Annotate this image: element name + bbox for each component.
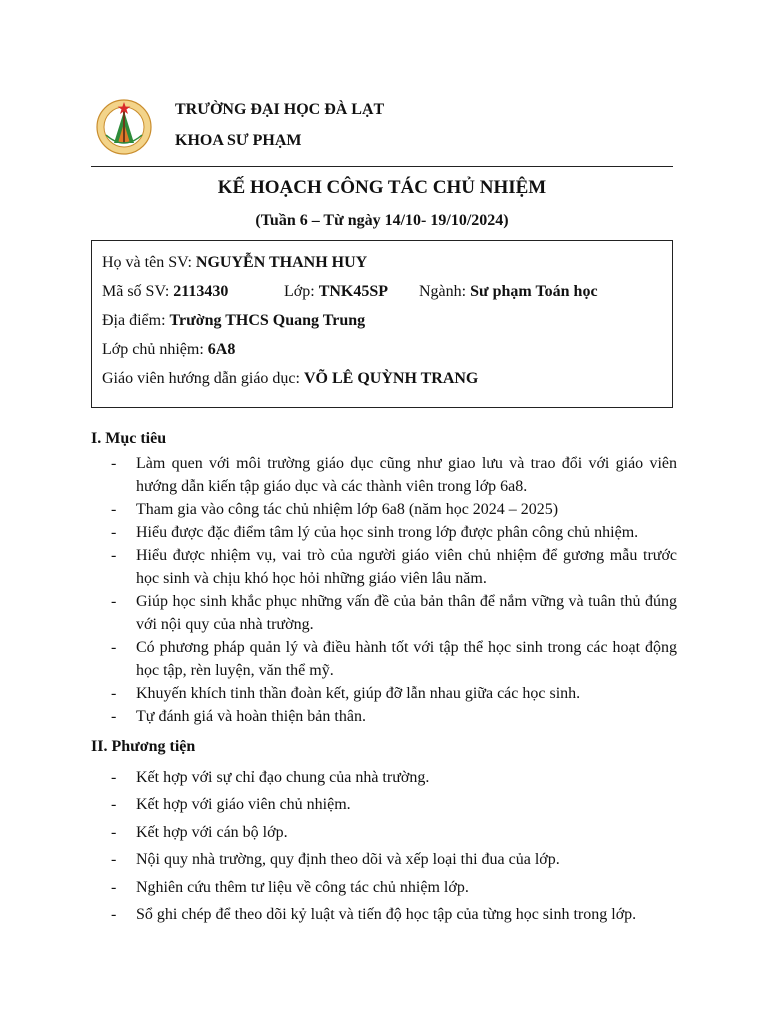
bullet-dash: - bbox=[111, 547, 117, 564]
list-item bbox=[91, 521, 677, 544]
bullet-dash: - bbox=[111, 455, 117, 472]
bullet-dash: - bbox=[111, 878, 117, 896]
list-item bbox=[91, 877, 677, 899]
bullet-dash: - bbox=[111, 593, 117, 610]
list-item-text: Tự đánh giá và hoàn thiện bản thân. bbox=[136, 708, 366, 725]
student-name-value: NGUYỄN THANH HUY bbox=[195, 254, 368, 271]
list-item bbox=[91, 498, 677, 521]
list-item-text: Khuyến khích tinh thần đoàn kết, giúp đỡ lẫn nhau giữa các học sinh. bbox=[136, 685, 581, 702]
student-id-line bbox=[102, 282, 662, 302]
class-field bbox=[284, 282, 388, 302]
bullet-dash: - bbox=[111, 501, 117, 518]
list-item bbox=[91, 767, 677, 789]
bullet-dash: - bbox=[111, 796, 117, 814]
header-divider bbox=[91, 166, 673, 167]
major-field bbox=[419, 282, 598, 302]
bullet-dash: - bbox=[111, 524, 117, 541]
major-label: Ngành: bbox=[419, 283, 471, 300]
list-item bbox=[91, 590, 677, 636]
list-item bbox=[91, 705, 677, 728]
location-value: Trường THCS Quang Trung bbox=[169, 312, 366, 329]
university-name: TRƯỜNG ĐẠI HỌC ĐÀ LẠT bbox=[175, 101, 385, 118]
bullet-dash: - bbox=[111, 851, 117, 869]
bullet-dash: - bbox=[111, 708, 117, 725]
student-name-line bbox=[102, 253, 367, 273]
class-label: Lớp: bbox=[284, 283, 319, 300]
university-seal-icon bbox=[96, 99, 152, 155]
bullet-dash: - bbox=[111, 639, 117, 656]
homeroom-value: 6A8 bbox=[207, 341, 236, 358]
list-item bbox=[91, 904, 677, 926]
bullet-dash: - bbox=[111, 905, 117, 923]
homeroom-line bbox=[102, 340, 235, 360]
list-item bbox=[91, 544, 677, 590]
faculty-name: KHOA SƯ PHẠM bbox=[175, 132, 302, 149]
bullet-dash: - bbox=[111, 685, 117, 702]
list-item-text: Kết hợp với giáo viên chủ nhiệm. bbox=[136, 796, 351, 814]
bullet-dash: - bbox=[111, 769, 117, 786]
major-value: Sư phạm Toán học bbox=[470, 283, 598, 300]
student-id-label: Mã số SV: bbox=[102, 283, 174, 300]
list-item-text: Tham gia vào công tác chủ nhiệm lớp 6a8 (năm học 2024 – 2025) bbox=[136, 501, 559, 518]
objectives-list bbox=[91, 452, 677, 728]
list-item bbox=[91, 452, 677, 498]
list-item bbox=[91, 636, 677, 682]
resources-list bbox=[91, 767, 677, 931]
section-heading-resources: II. Phương tiện bbox=[91, 738, 196, 755]
homeroom-label: Lớp chủ nhiệm: bbox=[102, 341, 208, 358]
list-item-text: Kết hợp với sự chỉ đạo chung của nhà trường. bbox=[136, 769, 430, 786]
student-info-box bbox=[91, 240, 673, 408]
list-item-text: Nội quy nhà trường, quy định theo dõi và xếp loại thi đua của lớp. bbox=[136, 851, 560, 869]
location-label: Địa điểm: bbox=[102, 312, 170, 329]
teacher-value: VÕ LÊ QUỲNH TRANG bbox=[303, 370, 479, 387]
list-item-text: Sổ ghi chép để theo dõi kỷ luật và tiến độ học tập của từng học sinh trong lớp. bbox=[136, 905, 637, 923]
list-item-text: Có phương pháp quản lý và điều hành tốt với tập thể học sinh trong các hoạt động học tập, rèn luyện, văn thể mỹ. bbox=[136, 639, 677, 679]
list-item-text: Kết hợp với cán bộ lớp. bbox=[136, 823, 288, 841]
document-subtitle: (Tuần 6 – Từ ngày 14/10- 19/10/2024) bbox=[255, 212, 509, 229]
list-item bbox=[91, 794, 677, 816]
location-line bbox=[102, 311, 365, 331]
list-item bbox=[91, 682, 677, 705]
teacher-label: Giáo viên hướng dẫn giáo dục: bbox=[102, 370, 304, 387]
student-name-label: Họ và tên SV: bbox=[102, 254, 196, 271]
section-heading-objectives: I. Mục tiêu bbox=[91, 430, 167, 447]
teacher-line bbox=[102, 369, 478, 389]
list-item bbox=[91, 822, 677, 844]
list-item-text: Hiểu được đặc điểm tâm lý của học sinh trong lớp được phân công chủ nhiệm. bbox=[136, 524, 639, 541]
student-id-field bbox=[102, 282, 228, 302]
list-item-text: Làm quen với môi trường giáo dục cũng như giao lưu và trao đổi với giáo viên hướng dẫn kiến tập giáo dục và các thành viên trong lớp 6a8. bbox=[136, 455, 677, 495]
document-title: KẾ HOẠCH CÔNG TÁC CHỦ NHIỆM bbox=[217, 177, 547, 198]
list-item-text: Hiểu được nhiệm vụ, vai trò của người giáo viên chủ nhiệm để gương mẫu trước học sinh và chịu khó học hỏi những giáo viên lâu năm. bbox=[136, 547, 677, 587]
list-item-text: Nghiên cứu thêm tư liệu về công tác chủ nhiệm lớp. bbox=[136, 878, 469, 896]
bullet-dash: - bbox=[111, 823, 117, 841]
list-item-text: Giúp học sinh khắc phục những vấn đề của bản thân để nắm vững và tuân thủ đúng với nội quy của nhà trường. bbox=[136, 593, 677, 633]
student-id-value: 2113430 bbox=[173, 283, 229, 300]
class-value: TNK45SP bbox=[318, 283, 389, 300]
list-item bbox=[91, 849, 677, 871]
